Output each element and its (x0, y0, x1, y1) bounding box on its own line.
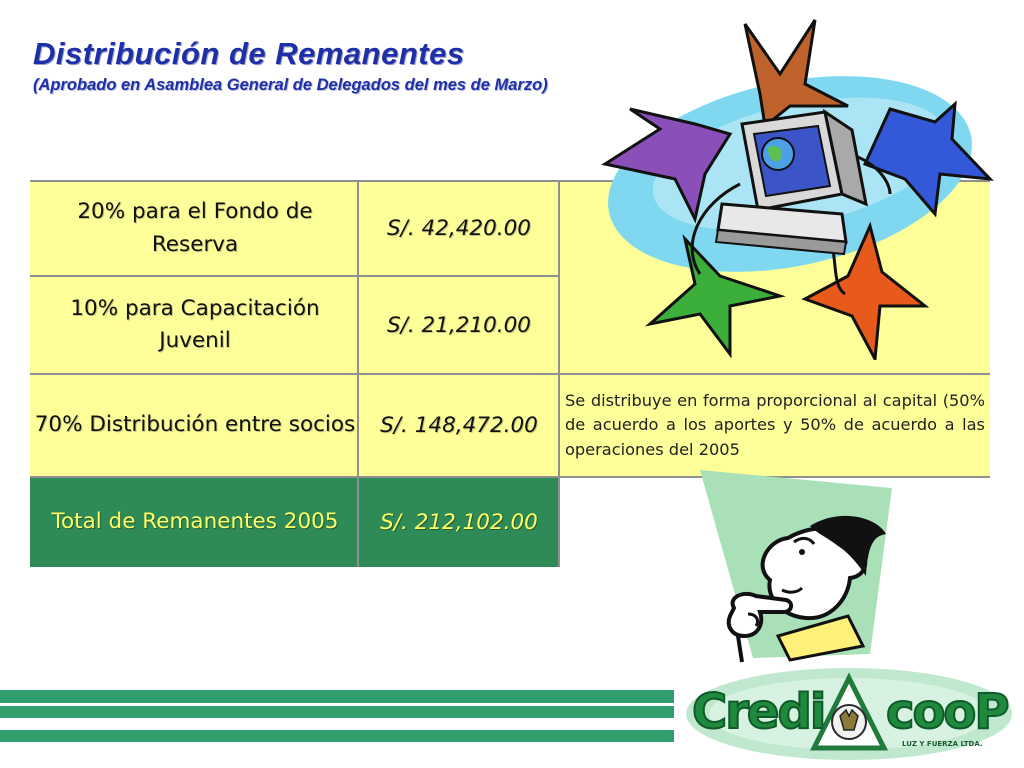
footer-bar (0, 706, 674, 718)
row-note: Se distribuye en forma proporcional al capital (50% de acuerdo a los aportes y 50% de acuerdo a las operaciones del 2005 (565, 391, 985, 459)
row-amount: S/. 42,420.00 (387, 216, 531, 241)
row-label: 10% para Capacitación Juvenil (70, 295, 320, 353)
grid-line (558, 180, 560, 567)
grid-line (357, 180, 359, 567)
computer-clipart (590, 14, 1000, 360)
row-amount: S/. 21,210.00 (387, 312, 531, 338)
footer-bar (0, 690, 674, 703)
logo-wordmark-left: Credi (692, 684, 825, 740)
logo-wordmark-right: cooP (886, 684, 1008, 740)
logo-tagline: LUZ Y FUERZA LTDA. (902, 740, 983, 748)
crediacoop-logo (684, 664, 1014, 764)
row-amount: S/. 148,472.00 (380, 413, 538, 438)
footer-bar (0, 730, 674, 742)
row-label: 20% para el Fondo de Reserva (77, 199, 313, 257)
thinking-man-clipart (698, 468, 898, 664)
total-amount: S/. 212,102.00 (380, 510, 538, 535)
page-subtitle: (Aprobado en Asamblea General de Delegados del mes de Marzo) (33, 76, 548, 94)
total-label: Total de Remanentes 2005 (51, 509, 339, 535)
row-label: 70% Distribución entre socios (34, 412, 356, 438)
page-title: Distribución de Remanentes (33, 36, 465, 71)
